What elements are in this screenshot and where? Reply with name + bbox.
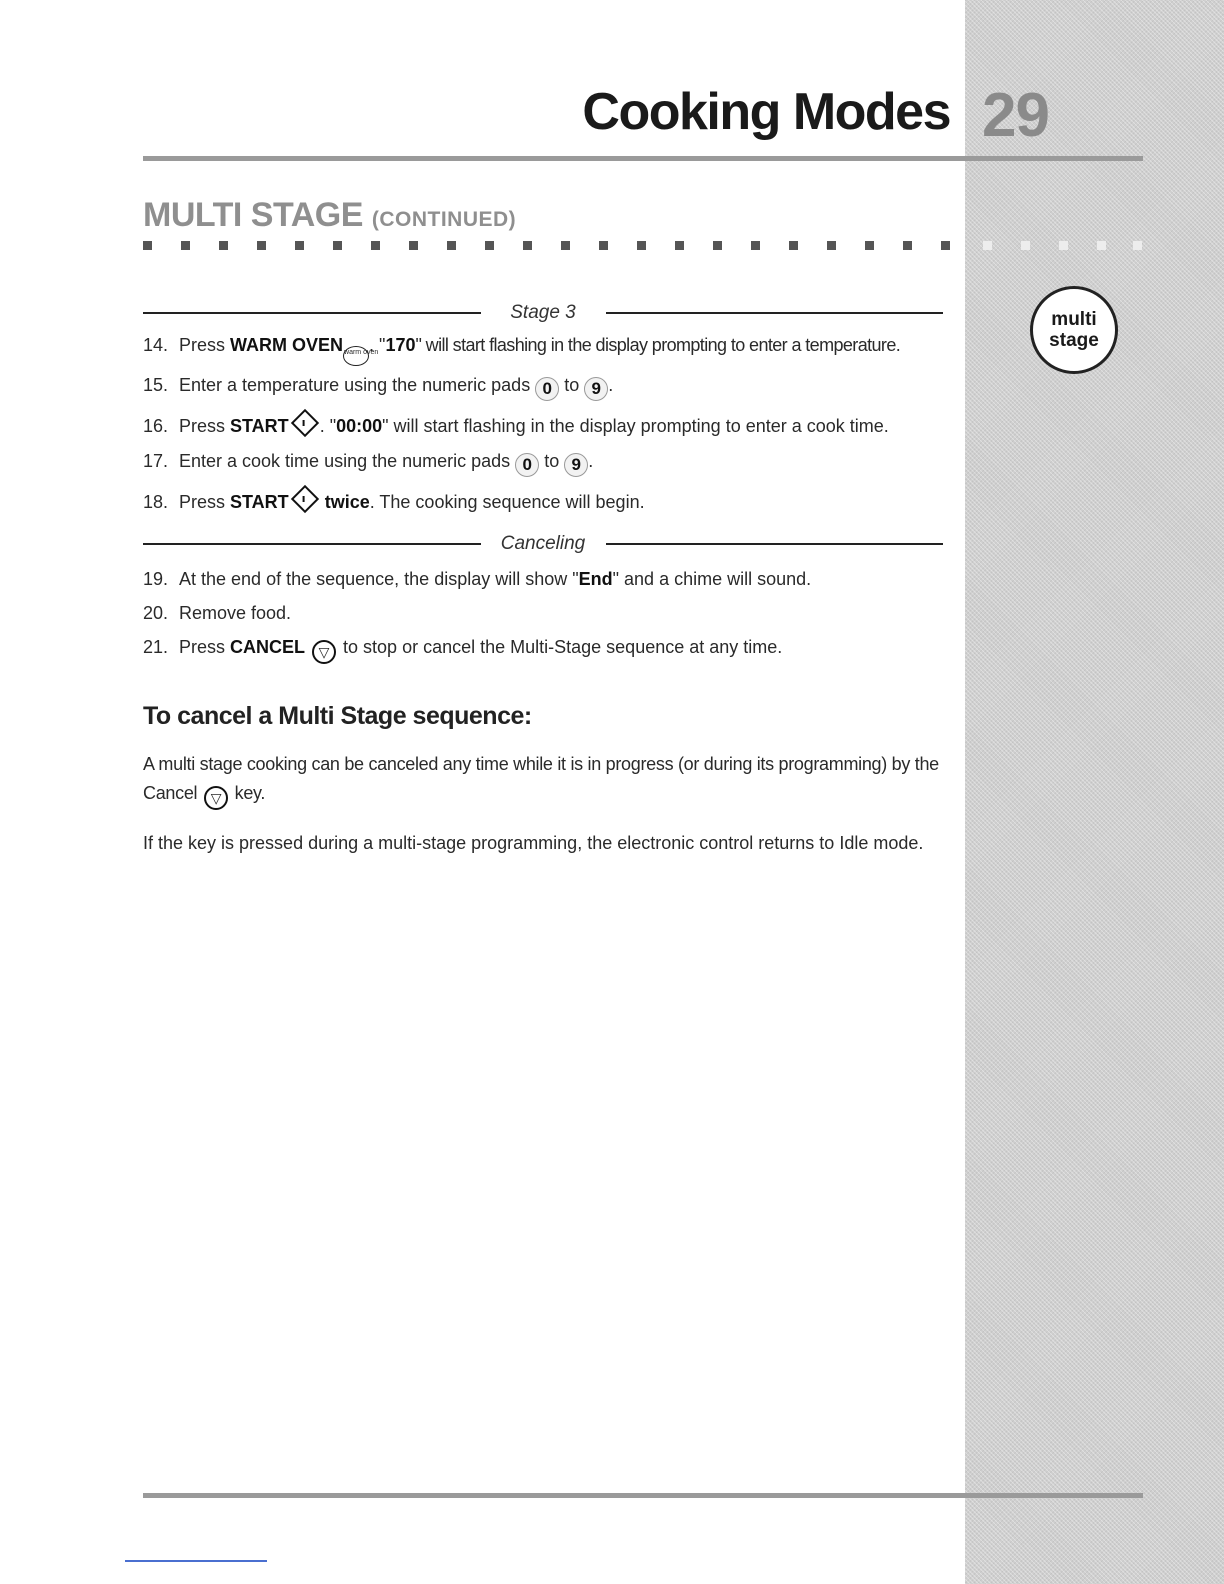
cancel-paragraph-1: A multi stage cooking can be canceled any time while it is in progress (or during its programming) by the Cancel ▽ key. (143, 750, 948, 810)
section-title-main: MULTI STAGE (143, 196, 363, 234)
cancel-heading: To cancel a Multi Stage sequence: (143, 702, 532, 730)
dotted-separator (143, 241, 1143, 253)
step-19: 19. At the end of the sequence, the display will show "End" and a chime will sound. (143, 569, 812, 589)
numeric-pad-0-icon: 0 (515, 453, 539, 477)
footer-link-underline (125, 1560, 267, 1562)
divider-canceling (143, 533, 943, 555)
numeric-pad-9-icon: 9 (584, 377, 608, 401)
step-16: 16. Press START . "00:00" will start flashing in the display prompting to enter a cook time. (143, 413, 889, 437)
section-title-sub: (CONTINUED) (371, 208, 517, 231)
cancel-icon: ▽ (204, 786, 228, 810)
cancel-icon: ▽ (312, 640, 336, 664)
footer-rule (143, 1493, 1143, 1498)
multi-stage-badge (1030, 286, 1118, 374)
numeric-pad-9-icon: 9 (564, 453, 588, 477)
divider-label: Canceling (500, 533, 586, 554)
step-20: 20. Remove food. (143, 603, 292, 623)
divider-label: Stage 3 (510, 302, 576, 323)
badge-line-2: stage (1049, 330, 1099, 351)
section-title (143, 196, 516, 235)
step-18: 18. Press START twice. The cooking sequence will begin. (143, 489, 645, 513)
step-21: 21. Press CANCEL ▽ to stop or cancel the Multi-Stage sequence at any time. (143, 637, 782, 664)
divider-stage-3 (143, 302, 943, 324)
warm-oven-icon: warm oven (343, 346, 369, 366)
cancel-paragraph-2: If the key is pressed during a multi-stage programming, the electronic control returns to Idle mode. (143, 833, 924, 853)
side-tab-band (965, 0, 1224, 1584)
header-rule (143, 156, 1143, 161)
start-icon (291, 485, 319, 513)
start-icon (291, 409, 319, 437)
page-header-title: Cooking Modes (582, 83, 950, 141)
numeric-pad-0-icon: 0 (535, 377, 559, 401)
badge-line-1: multi (1051, 309, 1097, 330)
step-15: 15. Enter a temperature using the numeric pads 0 to 9 . (143, 375, 613, 401)
page-number: 29 (982, 81, 1049, 150)
step-14: 14. Press WARM OVENwarm oven. "170" will start flashing in the display prompting to enter a temperature. (143, 335, 900, 366)
step-17: 17. Enter a cook time using the numeric pads 0 to 9 . (143, 451, 593, 477)
